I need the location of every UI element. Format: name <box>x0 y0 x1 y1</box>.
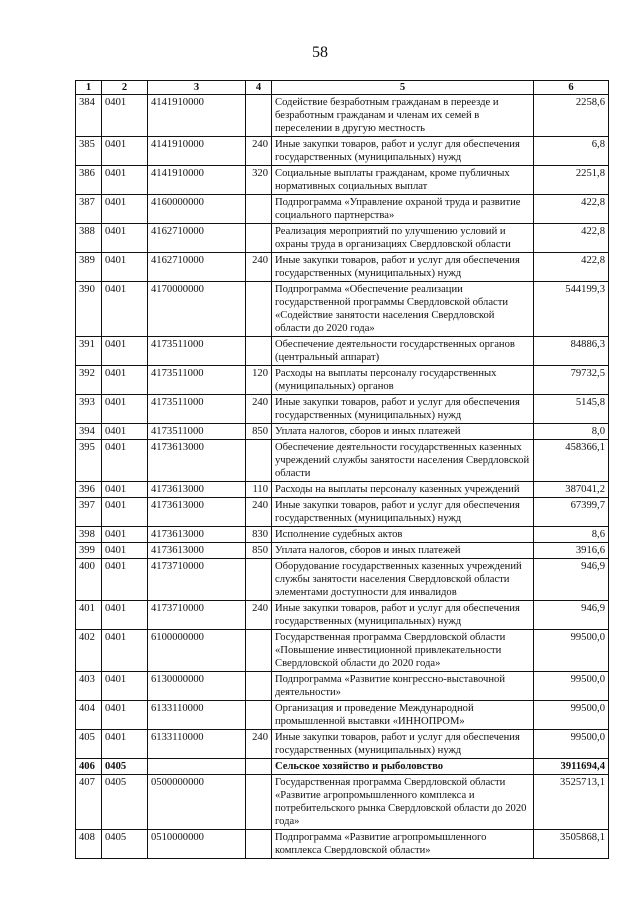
row-number: 400 <box>76 559 102 601</box>
row-number: 398 <box>76 527 102 543</box>
table-row <box>76 440 609 482</box>
amount: 3911694,4 <box>534 759 609 775</box>
table-row <box>76 559 609 601</box>
row-number: 384 <box>76 95 102 137</box>
row-number: 404 <box>76 701 102 730</box>
section-code: 0401 <box>102 630 148 672</box>
item-name: Расходы на выплаты персоналу казенных учреждений <box>272 482 534 498</box>
section-code: 0405 <box>102 830 148 859</box>
amount: 946,9 <box>534 559 609 601</box>
amount: 6,8 <box>534 137 609 166</box>
row-number: 406 <box>76 759 102 775</box>
amount: 79732,5 <box>534 366 609 395</box>
expense-type: 850 <box>246 424 272 440</box>
expense-type <box>246 759 272 775</box>
section-code: 0401 <box>102 224 148 253</box>
page-number: 58 <box>312 44 328 61</box>
table-row <box>76 395 609 424</box>
section-code: 0405 <box>102 759 148 775</box>
row-number: 402 <box>76 630 102 672</box>
item-name: Реализация мероприятий по улучшению условий и охраны труда в организациях Свердловской области <box>272 224 534 253</box>
section-code: 0401 <box>102 543 148 559</box>
amount: 67399,7 <box>534 498 609 527</box>
column-header: 2 <box>102 81 148 95</box>
expense-type <box>246 224 272 253</box>
expense-type: 240 <box>246 253 272 282</box>
target-code: 4173511000 <box>148 366 246 395</box>
table-row <box>76 672 609 701</box>
section-code: 0401 <box>102 253 148 282</box>
section-code: 0401 <box>102 559 148 601</box>
item-name: Содействие безработным гражданам в переезде и безработным гражданам и членам их семей в переселении в другую местность <box>272 95 534 137</box>
row-number: 390 <box>76 282 102 337</box>
row-number: 388 <box>76 224 102 253</box>
target-code: 4141910000 <box>148 137 246 166</box>
target-code: 4173511000 <box>148 395 246 424</box>
table-row <box>76 830 609 859</box>
row-number: 394 <box>76 424 102 440</box>
expense-type <box>246 672 272 701</box>
row-number: 391 <box>76 337 102 366</box>
amount: 8,0 <box>534 424 609 440</box>
target-code: 4173511000 <box>148 424 246 440</box>
section-code: 0401 <box>102 440 148 482</box>
column-header: 4 <box>246 81 272 95</box>
section-code: 0401 <box>102 498 148 527</box>
table-row <box>76 759 609 775</box>
table-body <box>76 95 609 859</box>
expense-type <box>246 282 272 337</box>
section-code: 0401 <box>102 395 148 424</box>
row-number: 405 <box>76 730 102 759</box>
table-row <box>76 195 609 224</box>
amount: 84886,3 <box>534 337 609 366</box>
row-number: 393 <box>76 395 102 424</box>
expense-type: 320 <box>246 166 272 195</box>
section-code: 0401 <box>102 282 148 337</box>
item-name: Иные закупки товаров, работ и услуг для обеспечения государственных (муниципальных) нужд <box>272 601 534 630</box>
amount: 3525713,1 <box>534 775 609 830</box>
section-code: 0401 <box>102 366 148 395</box>
row-number: 408 <box>76 830 102 859</box>
item-name: Уплата налогов, сборов и иных платежей <box>272 424 534 440</box>
table-row <box>76 482 609 498</box>
column-header: 5 <box>272 81 534 95</box>
table-row <box>76 166 609 195</box>
section-code: 0401 <box>102 601 148 630</box>
item-name: Обеспечение деятельности государственных органов (центральный аппарат) <box>272 337 534 366</box>
item-name: Уплата налогов, сборов и иных платежей <box>272 543 534 559</box>
item-name: Расходы на выплаты персоналу государственных (муниципальных) органов <box>272 366 534 395</box>
table-row <box>76 601 609 630</box>
row-number: 399 <box>76 543 102 559</box>
row-number: 387 <box>76 195 102 224</box>
column-header: 1 <box>76 81 102 95</box>
expense-type: 850 <box>246 543 272 559</box>
amount: 458366,1 <box>534 440 609 482</box>
table-row <box>76 527 609 543</box>
table-row <box>76 282 609 337</box>
amount: 422,8 <box>534 253 609 282</box>
section-code: 0401 <box>102 701 148 730</box>
table-row <box>76 730 609 759</box>
row-number: 403 <box>76 672 102 701</box>
item-name: Подпрограмма «Развитие агропромышленного комплекса Свердловской области» <box>272 830 534 859</box>
section-code: 0401 <box>102 337 148 366</box>
table-row <box>76 701 609 730</box>
column-header: 3 <box>148 81 246 95</box>
item-name: Социальные выплаты гражданам, кроме публичных нормативных социальных выплат <box>272 166 534 195</box>
expense-type <box>246 95 272 137</box>
amount: 544199,3 <box>534 282 609 337</box>
header-row <box>76 81 609 95</box>
item-name: Подпрограмма «Обеспечение реализации государственной программы Свердловской области «Содействие занятости населения Свердловской области до 2020 года» <box>272 282 534 337</box>
item-name: Иные закупки товаров, работ и услуг для обеспечения государственных (муниципальных) нужд <box>272 498 534 527</box>
amount: 3916,6 <box>534 543 609 559</box>
section-code: 0401 <box>102 527 148 543</box>
item-name: Подпрограмма «Развитие конгрессно-выставочной деятельности» <box>272 672 534 701</box>
section-code: 0401 <box>102 424 148 440</box>
expense-type <box>246 440 272 482</box>
amount: 99500,0 <box>534 672 609 701</box>
amount: 2258,6 <box>534 95 609 137</box>
row-number: 407 <box>76 775 102 830</box>
expense-type: 120 <box>246 366 272 395</box>
target-code: 6100000000 <box>148 630 246 672</box>
amount: 422,8 <box>534 224 609 253</box>
expense-type: 830 <box>246 527 272 543</box>
expense-type <box>246 775 272 830</box>
target-code: 6133110000 <box>148 701 246 730</box>
table-row <box>76 498 609 527</box>
row-number: 392 <box>76 366 102 395</box>
section-code: 0401 <box>102 672 148 701</box>
expense-type: 240 <box>246 601 272 630</box>
target-code: 4170000000 <box>148 282 246 337</box>
item-name: Оборудование государственных казенных учреждений службы занятости населения Свердловской области элементами доступности для инвалидов <box>272 559 534 601</box>
target-code <box>148 759 246 775</box>
row-number: 386 <box>76 166 102 195</box>
target-code: 0500000000 <box>148 775 246 830</box>
expense-type <box>246 630 272 672</box>
item-name: Обеспечение деятельности государственных казенных учреждений службы занятости населения Свердловской области <box>272 440 534 482</box>
item-name: Исполнение судебных актов <box>272 527 534 543</box>
expense-type: 240 <box>246 395 272 424</box>
table-row <box>76 366 609 395</box>
target-code: 4162710000 <box>148 253 246 282</box>
amount: 99500,0 <box>534 630 609 672</box>
table-row <box>76 253 609 282</box>
amount: 387041,2 <box>534 482 609 498</box>
table-row <box>76 424 609 440</box>
target-code: 6133110000 <box>148 730 246 759</box>
expense-type: 240 <box>246 730 272 759</box>
section-code: 0401 <box>102 95 148 137</box>
target-code: 4173613000 <box>148 498 246 527</box>
target-code: 4173613000 <box>148 543 246 559</box>
item-name: Государственная программа Свердловской области «Развитие агропромышленного комплекса и потребительского рынка Свердловской области до 2020 года» <box>272 775 534 830</box>
row-number: 395 <box>76 440 102 482</box>
target-code: 0510000000 <box>148 830 246 859</box>
target-code: 4173710000 <box>148 601 246 630</box>
expense-type: 110 <box>246 482 272 498</box>
expense-type <box>246 701 272 730</box>
item-name: Государственная программа Свердловской области «Повышение инвестиционной привлекательности Свердловской области до 2020 года» <box>272 630 534 672</box>
amount: 422,8 <box>534 195 609 224</box>
expense-type <box>246 559 272 601</box>
amount: 99500,0 <box>534 730 609 759</box>
row-number: 389 <box>76 253 102 282</box>
item-name: Иные закупки товаров, работ и услуг для обеспечения государственных (муниципальных) нужд <box>272 253 534 282</box>
item-name: Иные закупки товаров, работ и услуг для обеспечения государственных (муниципальных) нужд <box>272 395 534 424</box>
amount: 2251,8 <box>534 166 609 195</box>
table-row <box>76 775 609 830</box>
section-code: 0401 <box>102 137 148 166</box>
target-code: 6130000000 <box>148 672 246 701</box>
item-name: Подпрограмма «Управление охраной труда и развитие социального партнерства» <box>272 195 534 224</box>
section-code: 0401 <box>102 482 148 498</box>
row-number: 397 <box>76 498 102 527</box>
target-code: 4173511000 <box>148 337 246 366</box>
amount: 5145,8 <box>534 395 609 424</box>
section-code: 0405 <box>102 775 148 830</box>
table-row <box>76 224 609 253</box>
row-number: 401 <box>76 601 102 630</box>
target-code: 4173613000 <box>148 527 246 543</box>
item-name: Иные закупки товаров, работ и услуг для обеспечения государственных (муниципальных) нужд <box>272 730 534 759</box>
row-number: 396 <box>76 482 102 498</box>
amount: 3505868,1 <box>534 830 609 859</box>
section-code: 0401 <box>102 730 148 759</box>
table-row <box>76 95 609 137</box>
expense-type: 240 <box>246 498 272 527</box>
target-code: 4141910000 <box>148 166 246 195</box>
column-header: 6 <box>534 81 609 95</box>
item-name: Иные закупки товаров, работ и услуг для обеспечения государственных (муниципальных) нужд <box>272 137 534 166</box>
table-row <box>76 137 609 166</box>
target-code: 4173613000 <box>148 482 246 498</box>
table-row <box>76 543 609 559</box>
expense-type: 240 <box>246 137 272 166</box>
amount: 99500,0 <box>534 701 609 730</box>
target-code: 4162710000 <box>148 224 246 253</box>
expense-type <box>246 830 272 859</box>
table-row <box>76 337 609 366</box>
expense-type <box>246 195 272 224</box>
item-name: Организация и проведение Международной промышленной выставки «ИННОПРОМ» <box>272 701 534 730</box>
target-code: 4173613000 <box>148 440 246 482</box>
amount: 946,9 <box>534 601 609 630</box>
row-number: 385 <box>76 137 102 166</box>
section-code: 0401 <box>102 195 148 224</box>
target-code: 4173710000 <box>148 559 246 601</box>
target-code: 4160000000 <box>148 195 246 224</box>
expense-type <box>246 337 272 366</box>
section-code: 0401 <box>102 166 148 195</box>
table-row <box>76 630 609 672</box>
amount: 8,6 <box>534 527 609 543</box>
item-name: Сельское хозяйство и рыболовство <box>272 759 534 775</box>
target-code: 4141910000 <box>148 95 246 137</box>
budget-table <box>75 80 609 859</box>
